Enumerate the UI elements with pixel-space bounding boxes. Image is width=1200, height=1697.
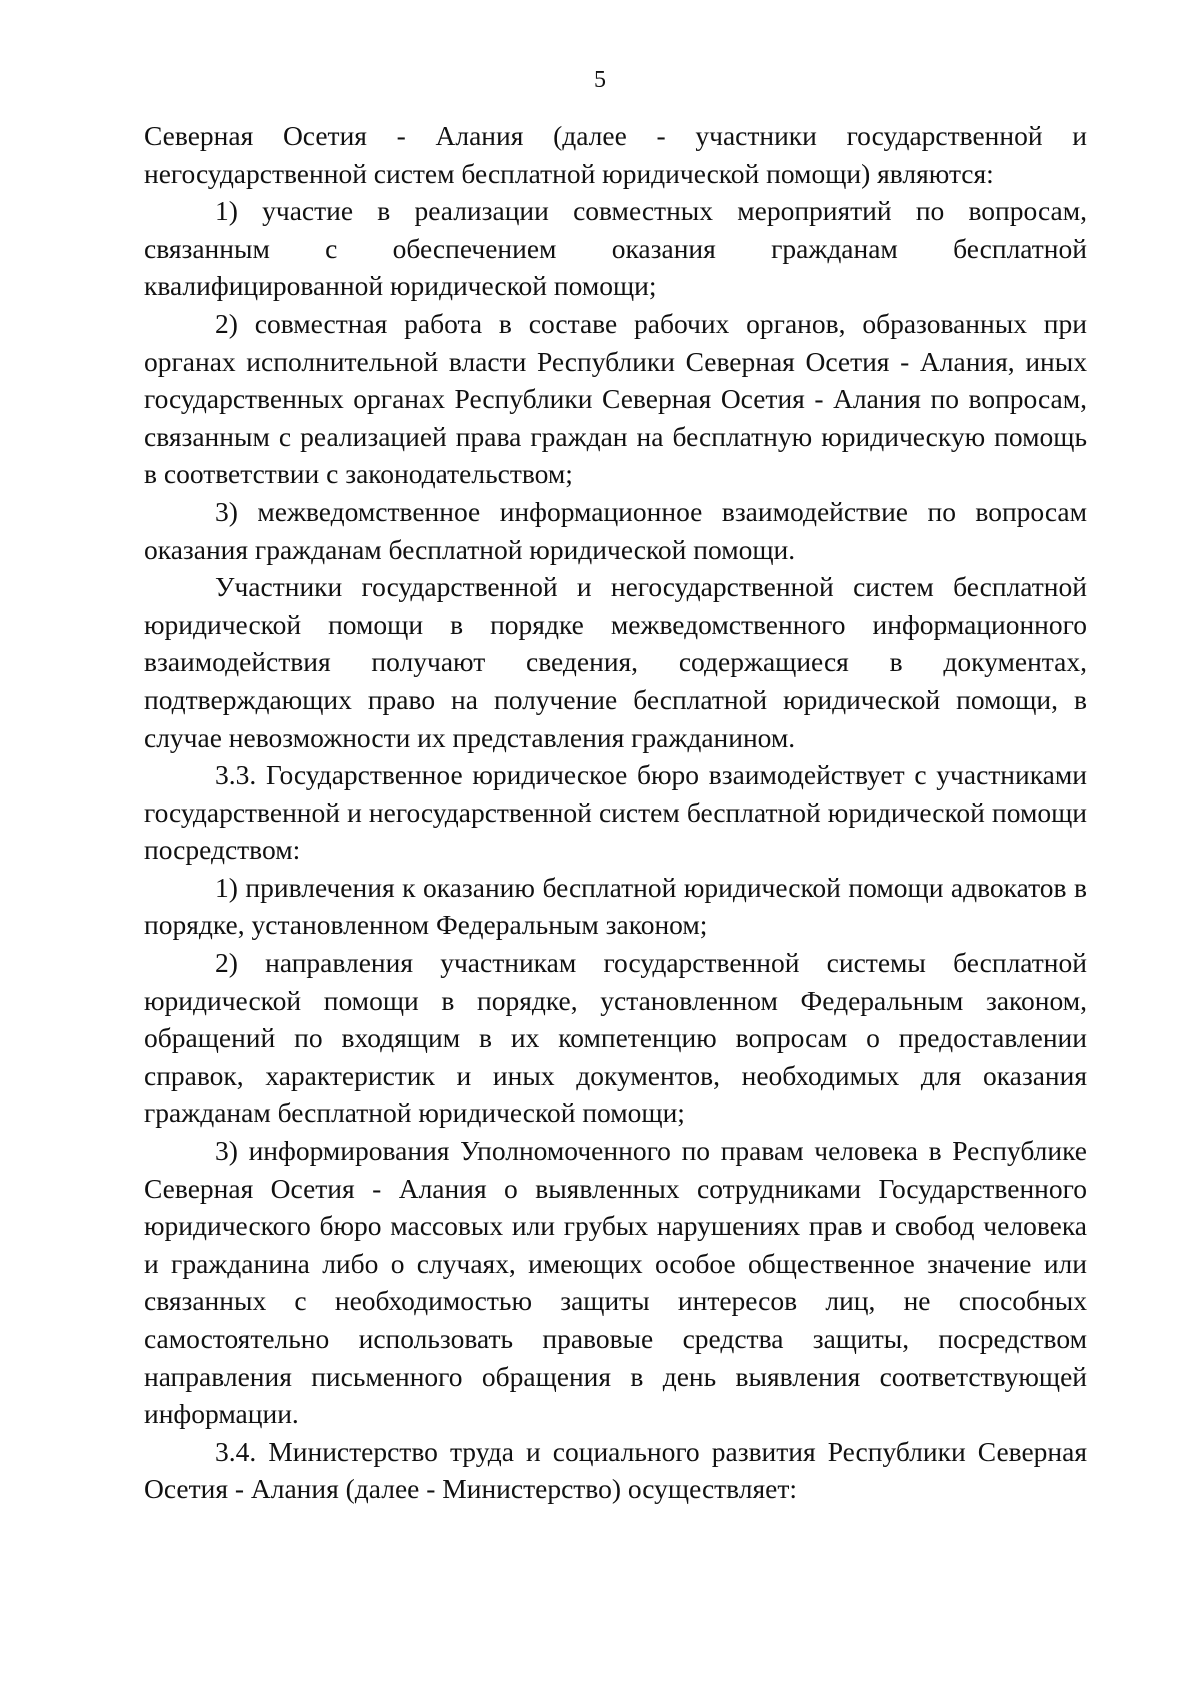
paragraph-item-2: 2) совместная работа в составе рабочих органов, образованных при органах исполнительной власти Республики Северная Осетия - Алания, иных государственных органах Республики Северная Осетия - Алания по вопросам, связанным с реализацией права граждан на бесплатную юридическую помощь в соответствии с законодательством; — [144, 307, 1087, 490]
paragraph-item-3: 3) межведомственное информационное взаимодействие по вопросам оказания гражданам бесплатной юридической помощи. — [144, 495, 1087, 565]
page-number: 5 — [594, 67, 606, 93]
paragraph-section-3-3-item-2: 2) направления участникам государственной системы бесплатной юридической помощи в порядке, установленном Федеральным законом, обращений по входящим в их компетенцию вопросам о предоставлении справок, характеристик и иных документов, необходимых для оказания гражданам бесплатной юридической помощи; — [144, 947, 1087, 1129]
paragraph-item-1: 1) участие в реализации совместных мероприятий по вопросам, связанным с обеспечением оказания гражданам бесплатной квалифицированной юридической помощи; — [144, 195, 1087, 302]
paragraph-section-3-3-item-1: 1) привлечения к оказанию бесплатной юридической помощи адвокатов в порядке, установленном Федеральным законом; — [144, 871, 1087, 941]
paragraph-section-3-3-item-3: 3) информирования Уполномоченного по правам человека в Республике Северная Осетия - Алания о выявленных сотрудниками Государственного юридического бюро массовых или грубых нарушениях прав и свобод человека и гражданина либо о случаях, имеющих особое общественное значение или связанных с необходимостью защиты интересов лиц, не способных самостоятельно использовать правовые средства защиты, посредством направления письменного обращения в день выявления соответствующей информации. — [144, 1135, 1087, 1430]
paragraph-section-3-4: 3.4. Министерство труда и социального развития Республики Северная Осетия - Алания (далее - Министерство) осуществляет: — [144, 1435, 1087, 1505]
paragraph-participants: Участники государственной и негосударственной систем бесплатной юридической помощи в порядке межведомственного информационного взаимодействия получают сведения, содержащиеся в документах, подтверждающих право на получение бесплатной юридической помощи, в случае невозможности их представления гражданином. — [144, 571, 1087, 753]
paragraph-section-3-3: 3.3. Государственное юридическое бюро взаимодействует с участниками государственной и негосударственной систем бесплатной юридической помощи посредством: — [144, 759, 1087, 866]
document-body — [144, 117, 1087, 1508]
paragraph-continuation: Северная Осетия - Алания (далее - участники государственной и негосударственной систем бесплатной юридической помощи) являются: — [144, 120, 1087, 189]
